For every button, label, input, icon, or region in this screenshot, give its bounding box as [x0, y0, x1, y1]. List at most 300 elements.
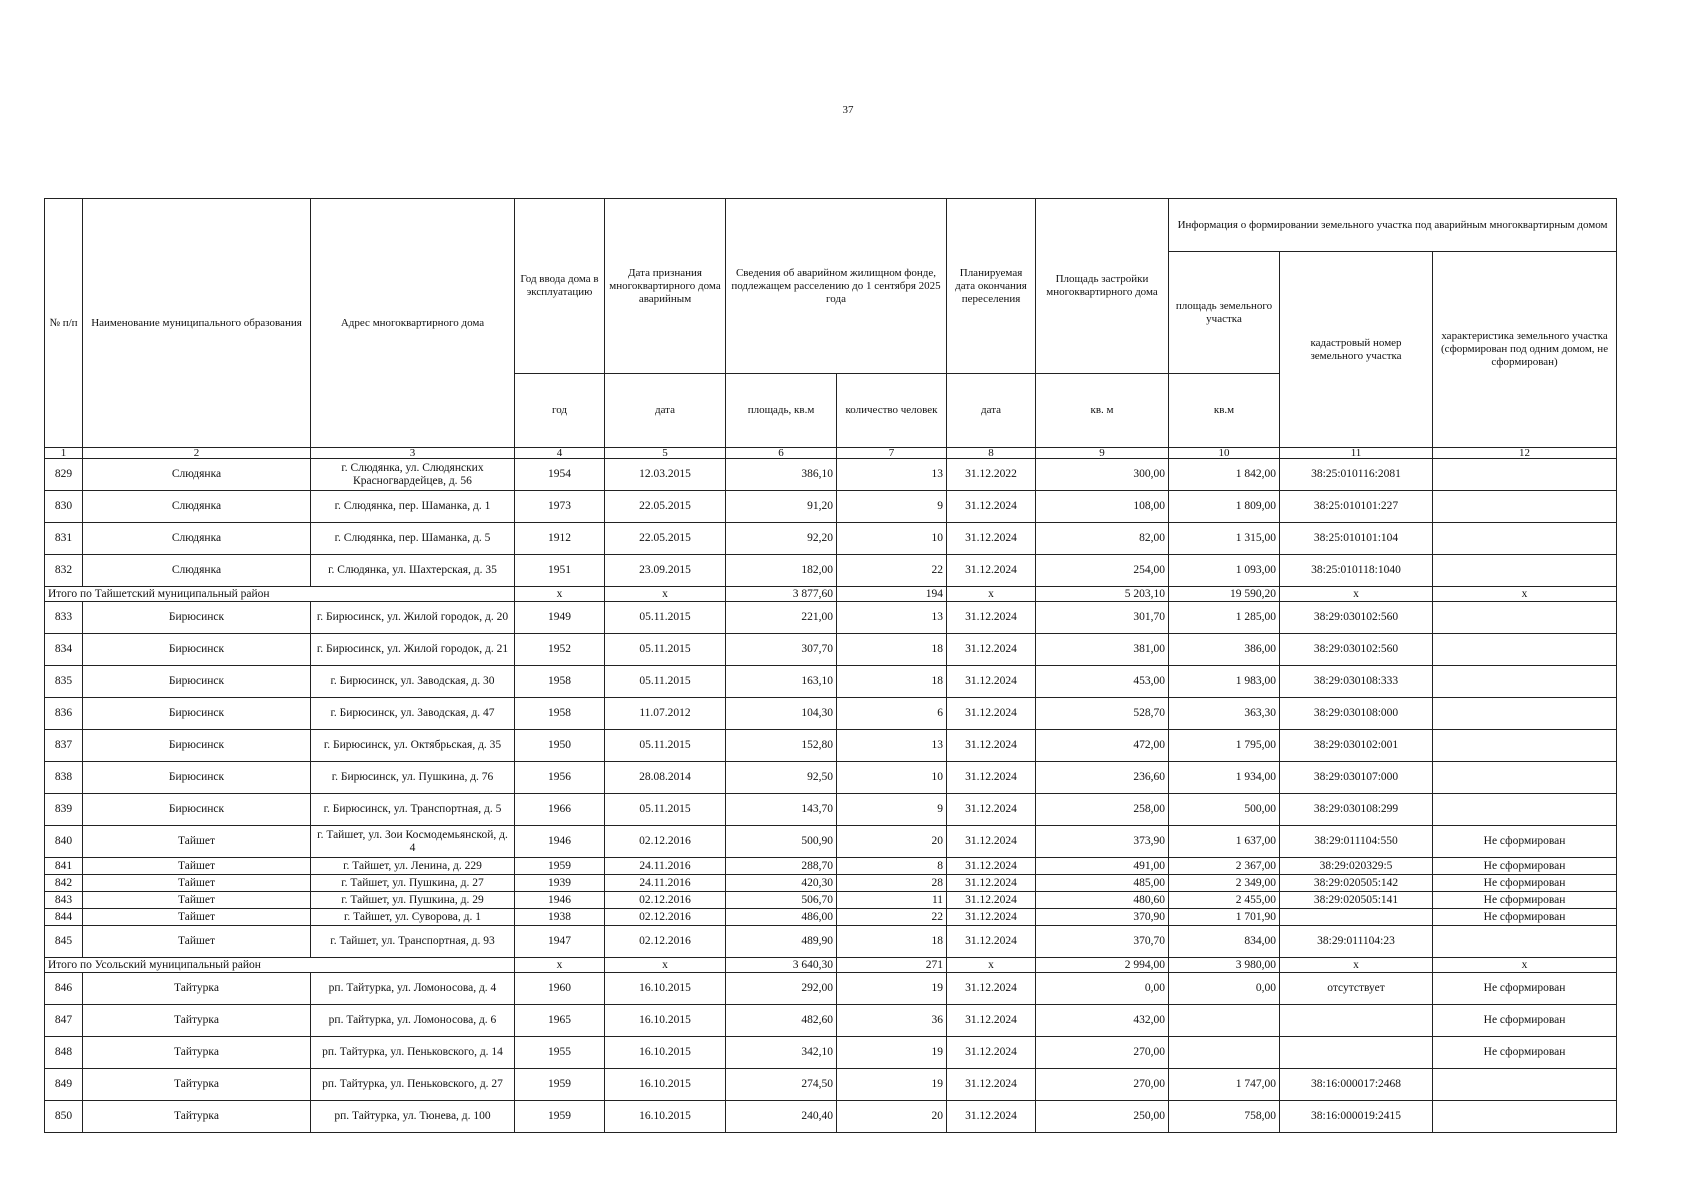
table-row: [45, 491, 1617, 523]
row-people: 9: [837, 491, 947, 523]
row-land-status: Не сформирован: [1433, 1037, 1617, 1069]
row-emergency-date: 16.10.2015: [605, 1037, 726, 1069]
table-row: [45, 909, 1617, 926]
row-emergency-date: 05.11.2015: [605, 730, 726, 762]
row-build-area: 453,00: [1036, 666, 1169, 698]
row-area: 292,00: [726, 973, 837, 1005]
row-land-status: [1433, 523, 1617, 555]
row-area: 92,50: [726, 762, 837, 794]
row-emergency-date: 02.12.2016: [605, 892, 726, 909]
row-land-status: [1433, 698, 1617, 730]
row-number: 846: [45, 973, 83, 1005]
row-people: 22: [837, 909, 947, 926]
row-build-area: 432,00: [1036, 1005, 1169, 1037]
column-number: 11: [1280, 448, 1433, 459]
row-municipality: Бирюсинск: [83, 698, 311, 730]
row-emergency-date: 28.08.2014: [605, 762, 726, 794]
row-land-status: [1433, 1101, 1617, 1133]
row-cadastral: 38:25:010101:104: [1280, 523, 1433, 555]
table-row: [45, 459, 1617, 491]
row-land-status: [1433, 926, 1617, 958]
row-plan-date: 31.12.2024: [947, 794, 1036, 826]
table-row: [45, 875, 1617, 892]
row-build-area: 82,00: [1036, 523, 1169, 555]
row-cadastral: отсутствует: [1280, 973, 1433, 1005]
header-land-status: характеристика земельного участка (сформирован под одним домом, не сформирован): [1433, 252, 1617, 448]
row-cadastral: 38:29:011104:550: [1280, 826, 1433, 858]
row-year: 1951: [515, 555, 605, 587]
column-number: 7: [837, 448, 947, 459]
row-people: 6: [837, 698, 947, 730]
row-address: рп. Тайтурка, ул. Пеньковского, д. 27: [311, 1069, 515, 1101]
row-year: 1946: [515, 826, 605, 858]
total-plan-date: x: [947, 587, 1036, 602]
row-cadastral: [1280, 1005, 1433, 1037]
row-cadastral: 38:29:030108:000: [1280, 698, 1433, 730]
row-land-status: [1433, 555, 1617, 587]
row-number: 833: [45, 602, 83, 634]
table-row: [45, 730, 1617, 762]
row-plan-date: 31.12.2024: [947, 523, 1036, 555]
row-address: рп. Тайтурка, ул. Ломоносова, д. 6: [311, 1005, 515, 1037]
row-cadastral: 38:29:030102:560: [1280, 634, 1433, 666]
row-address: рп. Тайтурка, ул. Ломоносова, д. 4: [311, 973, 515, 1005]
row-emergency-date: 05.11.2015: [605, 666, 726, 698]
row-municipality: Слюдянка: [83, 491, 311, 523]
row-number: 838: [45, 762, 83, 794]
total-label: Итого по Усольский муниципальный район: [45, 958, 515, 973]
header-planned-date: Планируемая дата окончания переселения: [947, 199, 1036, 374]
row-address: г. Тайшет, ул. Транспортная, д. 93: [311, 926, 515, 958]
row-build-area: 250,00: [1036, 1101, 1169, 1133]
row-land-area: 0,00: [1169, 973, 1280, 1005]
header-land-group: Информация о формировании земельного участка под аварийным многоквартирным домом: [1169, 199, 1617, 252]
row-land-status: [1433, 794, 1617, 826]
row-area: 274,50: [726, 1069, 837, 1101]
row-build-area: 300,00: [1036, 459, 1169, 491]
total-year: x: [515, 958, 605, 973]
row-plan-date: 31.12.2024: [947, 1037, 1036, 1069]
row-address: г. Бирюсинск, ул. Заводская, д. 30: [311, 666, 515, 698]
row-number: 850: [45, 1101, 83, 1133]
row-area: 163,10: [726, 666, 837, 698]
unit-people: количество человек: [837, 374, 947, 448]
table-row: [45, 1069, 1617, 1101]
row-address: г. Слюдянка, ул. Слюдянских Красногвардейцев, д. 56: [311, 459, 515, 491]
row-land-status: [1433, 762, 1617, 794]
table-total-row: [45, 587, 1617, 602]
total-build-area: 5 203,10: [1036, 587, 1169, 602]
row-people: 18: [837, 634, 947, 666]
row-plan-date: 31.12.2024: [947, 698, 1036, 730]
row-build-area: 0,00: [1036, 973, 1169, 1005]
row-plan-date: 31.12.2024: [947, 634, 1036, 666]
row-land-area: 363,30: [1169, 698, 1280, 730]
row-municipality: Тайшет: [83, 826, 311, 858]
row-cadastral: 38:29:030102:560: [1280, 602, 1433, 634]
total-cadastral: x: [1280, 587, 1433, 602]
row-people: 19: [837, 973, 947, 1005]
column-number: 2: [83, 448, 311, 459]
row-area: 506,70: [726, 892, 837, 909]
row-address: рп. Тайтурка, ул. Пеньковского, д. 14: [311, 1037, 515, 1069]
row-build-area: 528,70: [1036, 698, 1169, 730]
row-area: 307,70: [726, 634, 837, 666]
row-emergency-date: 22.05.2015: [605, 523, 726, 555]
row-cadastral: 38:29:020505:142: [1280, 875, 1433, 892]
row-emergency-date: 16.10.2015: [605, 1101, 726, 1133]
row-land-area: 1 795,00: [1169, 730, 1280, 762]
row-cadastral: 38:29:030107:000: [1280, 762, 1433, 794]
row-year: 1958: [515, 666, 605, 698]
row-emergency-date: 05.11.2015: [605, 602, 726, 634]
row-municipality: Тайтурка: [83, 973, 311, 1005]
row-area: 104,30: [726, 698, 837, 730]
row-number: 848: [45, 1037, 83, 1069]
total-cadastral: x: [1280, 958, 1433, 973]
row-land-status: Не сформирован: [1433, 892, 1617, 909]
table-row: [45, 892, 1617, 909]
row-area: 342,10: [726, 1037, 837, 1069]
row-plan-date: 31.12.2024: [947, 858, 1036, 875]
total-area: 3 640,30: [726, 958, 837, 973]
row-number: 835: [45, 666, 83, 698]
row-people: 28: [837, 875, 947, 892]
row-emergency-date: 02.12.2016: [605, 909, 726, 926]
row-plan-date: 31.12.2024: [947, 1005, 1036, 1037]
column-number: 8: [947, 448, 1036, 459]
row-plan-date: 31.12.2024: [947, 926, 1036, 958]
row-year: 1949: [515, 602, 605, 634]
row-year: 1955: [515, 1037, 605, 1069]
row-municipality: Тайтурка: [83, 1005, 311, 1037]
table-row: [45, 523, 1617, 555]
row-area: 92,20: [726, 523, 837, 555]
row-number: 849: [45, 1069, 83, 1101]
row-area: 221,00: [726, 602, 837, 634]
total-status: x: [1433, 958, 1617, 973]
column-number: 1: [45, 448, 83, 459]
row-cadastral: 38:25:010118:1040: [1280, 555, 1433, 587]
column-number: 6: [726, 448, 837, 459]
row-address: г. Бирюсинск, ул. Пушкина, д. 76: [311, 762, 515, 794]
row-year: 1973: [515, 491, 605, 523]
row-year: 1959: [515, 1069, 605, 1101]
row-land-status: [1433, 459, 1617, 491]
unit-area: площадь, кв.м: [726, 374, 837, 448]
row-land-area: 2 349,00: [1169, 875, 1280, 892]
row-land-area: 1 842,00: [1169, 459, 1280, 491]
column-number: 12: [1433, 448, 1617, 459]
row-build-area: 472,00: [1036, 730, 1169, 762]
row-land-area: 1 747,00: [1169, 1069, 1280, 1101]
row-land-area: 1 315,00: [1169, 523, 1280, 555]
table-row: [45, 555, 1617, 587]
row-cadastral: 38:25:010101:227: [1280, 491, 1433, 523]
row-municipality: Слюдянка: [83, 523, 311, 555]
row-emergency-date: 23.09.2015: [605, 555, 726, 587]
table-row: [45, 602, 1617, 634]
row-land-status: Не сформирован: [1433, 875, 1617, 892]
header-number: № п/п: [45, 199, 83, 448]
row-municipality: Слюдянка: [83, 555, 311, 587]
table-row: [45, 1101, 1617, 1133]
total-date: x: [605, 587, 726, 602]
row-people: 11: [837, 892, 947, 909]
table-row: [45, 794, 1617, 826]
row-municipality: Бирюсинск: [83, 762, 311, 794]
table-body: [45, 459, 1617, 1133]
row-people: 10: [837, 762, 947, 794]
total-people: 271: [837, 958, 947, 973]
row-year: 1939: [515, 875, 605, 892]
column-number: 9: [1036, 448, 1169, 459]
total-land-area: 3 980,00: [1169, 958, 1280, 973]
row-people: 19: [837, 1069, 947, 1101]
row-municipality: Бирюсинск: [83, 634, 311, 666]
row-land-status: [1433, 634, 1617, 666]
unit-land-area: кв.м: [1169, 374, 1280, 448]
header-municipality: Наименование муниципального образования: [83, 199, 311, 448]
table-row: [45, 666, 1617, 698]
row-land-area: 1 637,00: [1169, 826, 1280, 858]
row-address: г. Слюдянка, пер. Шаманка, д. 1: [311, 491, 515, 523]
row-number: 829: [45, 459, 83, 491]
row-municipality: Бирюсинск: [83, 666, 311, 698]
table-row: [45, 973, 1617, 1005]
header-land-area: площадь земельного участка: [1169, 252, 1280, 374]
row-land-area: 1 934,00: [1169, 762, 1280, 794]
row-plan-date: 31.12.2024: [947, 909, 1036, 926]
row-people: 13: [837, 602, 947, 634]
row-address: г. Бирюсинск, ул. Жилой городок, д. 21: [311, 634, 515, 666]
row-people: 13: [837, 459, 947, 491]
total-plan-date: x: [947, 958, 1036, 973]
row-land-area: [1169, 1037, 1280, 1069]
row-number: 832: [45, 555, 83, 587]
row-municipality: Слюдянка: [83, 459, 311, 491]
column-number: 3: [311, 448, 515, 459]
row-plan-date: 31.12.2024: [947, 875, 1036, 892]
row-emergency-date: 22.05.2015: [605, 491, 726, 523]
row-land-status: [1433, 1069, 1617, 1101]
row-people: 22: [837, 555, 947, 587]
row-number: 834: [45, 634, 83, 666]
row-build-area: 254,00: [1036, 555, 1169, 587]
row-plan-date: 31.12.2024: [947, 555, 1036, 587]
column-numbers-row: [45, 448, 1617, 459]
row-address: г. Бирюсинск, ул. Заводская, д. 47: [311, 698, 515, 730]
row-plan-date: 31.12.2024: [947, 491, 1036, 523]
row-area: 152,80: [726, 730, 837, 762]
page-number: 37: [842, 104, 854, 116]
row-build-area: 485,00: [1036, 875, 1169, 892]
table-row: [45, 762, 1617, 794]
row-plan-date: 31.12.2024: [947, 1069, 1036, 1101]
total-build-area: 2 994,00: [1036, 958, 1169, 973]
row-plan-date: 31.12.2024: [947, 973, 1036, 1005]
row-plan-date: 31.12.2024: [947, 666, 1036, 698]
column-number: 10: [1169, 448, 1280, 459]
row-year: 1938: [515, 909, 605, 926]
row-area: 489,90: [726, 926, 837, 958]
row-emergency-date: 05.11.2015: [605, 794, 726, 826]
row-emergency-date: 16.10.2015: [605, 973, 726, 1005]
row-build-area: 491,00: [1036, 858, 1169, 875]
row-land-area: 2 367,00: [1169, 858, 1280, 875]
row-address: г. Слюдянка, ул. Шахтерская, д. 35: [311, 555, 515, 587]
table-row: [45, 634, 1617, 666]
row-number: 843: [45, 892, 83, 909]
row-emergency-date: 11.07.2012: [605, 698, 726, 730]
row-address: рп. Тайтурка, ул. Тюнева, д. 100: [311, 1101, 515, 1133]
row-cadastral: 38:25:010116:2081: [1280, 459, 1433, 491]
row-plan-date: 31.12.2024: [947, 892, 1036, 909]
unit-year: год: [515, 374, 605, 448]
row-emergency-date: 16.10.2015: [605, 1005, 726, 1037]
row-year: 1958: [515, 698, 605, 730]
row-year: 1956: [515, 762, 605, 794]
row-address: г. Тайшет, ул. Пушкина, д. 27: [311, 875, 515, 892]
row-cadastral: 38:29:011104:23: [1280, 926, 1433, 958]
row-year: 1952: [515, 634, 605, 666]
row-people: 20: [837, 826, 947, 858]
row-land-area: [1169, 1005, 1280, 1037]
row-number: 842: [45, 875, 83, 892]
header-year: Год ввода дома в эксплуатацию: [515, 199, 605, 374]
row-area: 91,20: [726, 491, 837, 523]
row-people: 10: [837, 523, 947, 555]
row-number: 837: [45, 730, 83, 762]
row-land-status: [1433, 730, 1617, 762]
row-number: 839: [45, 794, 83, 826]
row-number: 836: [45, 698, 83, 730]
row-people: 19: [837, 1037, 947, 1069]
row-land-area: 1 983,00: [1169, 666, 1280, 698]
row-address: г. Тайшет, ул. Ленина, д. 229: [311, 858, 515, 875]
row-address: г. Бирюсинск, ул. Жилой городок, д. 20: [311, 602, 515, 634]
row-land-area: 2 455,00: [1169, 892, 1280, 909]
total-year: x: [515, 587, 605, 602]
row-area: 482,60: [726, 1005, 837, 1037]
row-land-area: 1 285,00: [1169, 602, 1280, 634]
row-cadastral: 38:16:000019:2415: [1280, 1101, 1433, 1133]
row-municipality: Тайшет: [83, 926, 311, 958]
row-build-area: 301,70: [1036, 602, 1169, 634]
row-number: 844: [45, 909, 83, 926]
row-municipality: Бирюсинск: [83, 794, 311, 826]
row-address: г. Бирюсинск, ул. Октябрьская, д. 35: [311, 730, 515, 762]
table-total-row: [45, 958, 1617, 973]
header-emergency-date: Дата признания многоквартирного дома аварийным: [605, 199, 726, 374]
row-emergency-date: 05.11.2015: [605, 634, 726, 666]
row-plan-date: 31.12.2024: [947, 1101, 1036, 1133]
header-address: Адрес многоквартирного дома: [311, 199, 515, 448]
row-emergency-date: 24.11.2016: [605, 858, 726, 875]
row-build-area: 108,00: [1036, 491, 1169, 523]
row-year: 1912: [515, 523, 605, 555]
row-emergency-date: 12.03.2015: [605, 459, 726, 491]
row-number: 830: [45, 491, 83, 523]
row-land-area: 386,00: [1169, 634, 1280, 666]
row-plan-date: 31.12.2024: [947, 730, 1036, 762]
row-area: 500,90: [726, 826, 837, 858]
row-people: 20: [837, 1101, 947, 1133]
total-land-area: 19 590,20: [1169, 587, 1280, 602]
row-emergency-date: 24.11.2016: [605, 875, 726, 892]
row-cadastral: 38:29:030108:299: [1280, 794, 1433, 826]
row-emergency-date: 02.12.2016: [605, 826, 726, 858]
row-area: 143,70: [726, 794, 837, 826]
row-address: г. Тайшет, ул. Зои Космодемьянской, д. 4: [311, 826, 515, 858]
row-land-area: 1 093,00: [1169, 555, 1280, 587]
row-municipality: Тайшет: [83, 875, 311, 892]
row-build-area: 270,00: [1036, 1037, 1169, 1069]
row-area: 182,00: [726, 555, 837, 587]
row-land-status: Не сформирован: [1433, 858, 1617, 875]
row-year: 1966: [515, 794, 605, 826]
row-cadastral: 38:29:020505:141: [1280, 892, 1433, 909]
row-land-area: 1 701,90: [1169, 909, 1280, 926]
row-cadastral: 38:16:000017:2468: [1280, 1069, 1433, 1101]
row-year: 1950: [515, 730, 605, 762]
row-cadastral: 38:29:030108:333: [1280, 666, 1433, 698]
row-land-area: 834,00: [1169, 926, 1280, 958]
row-people: 13: [837, 730, 947, 762]
row-cadastral: [1280, 909, 1433, 926]
total-status: x: [1433, 587, 1617, 602]
row-build-area: 373,90: [1036, 826, 1169, 858]
row-land-status: Не сформирован: [1433, 826, 1617, 858]
row-year: 1947: [515, 926, 605, 958]
table-row: [45, 1037, 1617, 1069]
row-number: 845: [45, 926, 83, 958]
total-label: Итого по Тайшетский муниципальный район: [45, 587, 515, 602]
row-year: 1959: [515, 858, 605, 875]
total-area: 3 877,60: [726, 587, 837, 602]
unit-build-area: кв. м: [1036, 374, 1169, 448]
row-cadastral: [1280, 1037, 1433, 1069]
row-municipality: Бирюсинск: [83, 602, 311, 634]
emergency-housing-table: [44, 198, 1617, 1133]
row-build-area: 370,70: [1036, 926, 1169, 958]
row-address: г. Тайшет, ул. Пушкина, д. 29: [311, 892, 515, 909]
header-building-area: Площадь застройки многоквартирного дома: [1036, 199, 1169, 374]
row-build-area: 270,00: [1036, 1069, 1169, 1101]
row-plan-date: 31.12.2024: [947, 602, 1036, 634]
row-build-area: 258,00: [1036, 794, 1169, 826]
row-build-area: 236,60: [1036, 762, 1169, 794]
row-year: 1954: [515, 459, 605, 491]
row-municipality: Тайшет: [83, 909, 311, 926]
row-municipality: Тайшет: [83, 892, 311, 909]
row-land-area: 1 809,00: [1169, 491, 1280, 523]
row-land-status: [1433, 666, 1617, 698]
row-land-status: [1433, 491, 1617, 523]
row-year: 1946: [515, 892, 605, 909]
row-build-area: 381,00: [1036, 634, 1169, 666]
row-area: 386,10: [726, 459, 837, 491]
header-housing-info: Сведения об аварийном жилищном фонде, подлежащем расселению до 1 сентября 2025 года: [726, 199, 947, 374]
row-number: 831: [45, 523, 83, 555]
row-emergency-date: 02.12.2016: [605, 926, 726, 958]
column-number: 5: [605, 448, 726, 459]
row-area: 288,70: [726, 858, 837, 875]
row-address: г. Тайшет, ул. Суворова, д. 1: [311, 909, 515, 926]
column-number: 4: [515, 448, 605, 459]
row-municipality: Бирюсинск: [83, 730, 311, 762]
row-municipality: Тайшет: [83, 858, 311, 875]
